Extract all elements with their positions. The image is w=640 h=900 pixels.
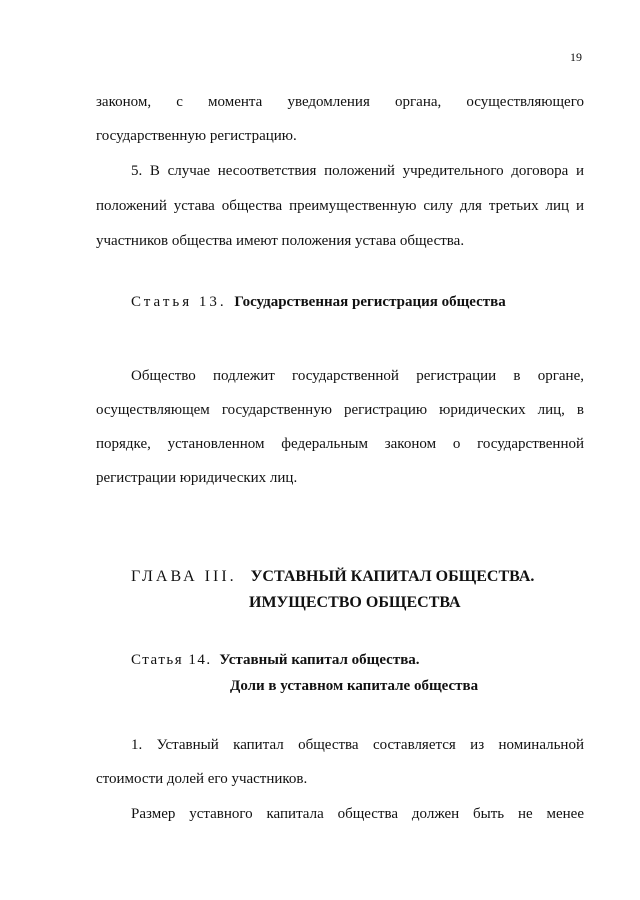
paragraph-line: Размер уставного капитала общества должен быть не менее (131, 806, 584, 822)
chapter-heading (131, 566, 534, 588)
paragraph-line: 5. В случае несоответствия положений учредительного договора и (131, 163, 584, 179)
article-label: Статья 13. (131, 294, 227, 310)
paragraph-line: положений устава общества преимущественную силу для третьих лиц и (96, 198, 584, 214)
article-heading (131, 650, 420, 670)
article-heading (131, 292, 506, 312)
paragraph-line: законом, с момента уведомления органа, осуществляющего (96, 94, 584, 110)
article-label: Статья 14. (131, 652, 212, 668)
paragraph-line: государственную регистрацию. (96, 128, 297, 144)
paragraph-line: осуществляющем государственную регистрацию юридических лиц, в (96, 402, 584, 418)
paragraph-line: Общество подлежит государственной регистрации в органе, (131, 368, 584, 384)
article-title: Уставный капитал общества. (219, 652, 420, 668)
article-title-line2: Доли в уставном капитале общества (230, 678, 479, 694)
paragraph-line: 1. Уставный капитал общества составляется из номинальной (131, 737, 584, 753)
page-number: 19 (570, 50, 582, 64)
article-title: Государственная регистрация общества (234, 294, 506, 310)
chapter-label: ГЛАВА III. (131, 568, 237, 585)
paragraph-line: стоимости долей его участников. (96, 771, 308, 787)
chapter-title-line2: ИМУЩЕСТВО ОБЩЕСТВА (249, 594, 461, 611)
paragraph-line: регистрации юридических лиц. (96, 470, 298, 486)
paragraph-line: порядке, установленном федеральным законом о государственной (96, 436, 584, 452)
paragraph-line: участников общества имеют положения устава общества. (96, 233, 465, 249)
chapter-title: УСТАВНЫЙ КАПИТАЛ ОБЩЕСТВА. (250, 568, 535, 585)
